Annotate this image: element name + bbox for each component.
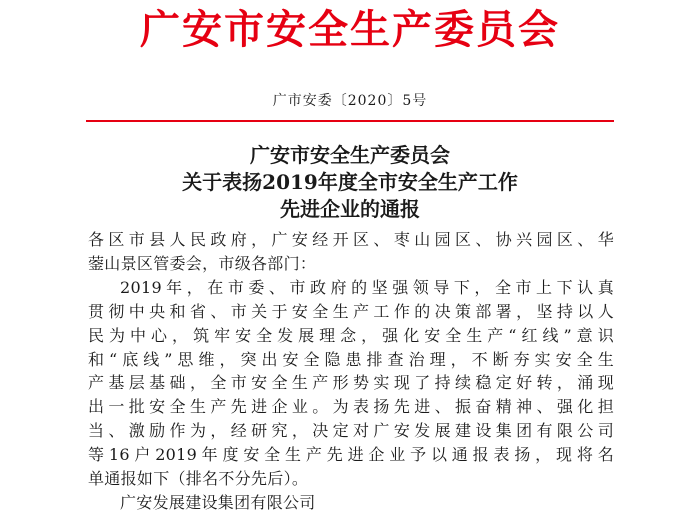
body-line: 单通报如下（排名不分先后）。 bbox=[88, 469, 309, 489]
notice-title-line: 广安市安全生产委员会 bbox=[250, 143, 450, 167]
body-line-recipients: 蓥山景区管委会，市级各部门： bbox=[88, 253, 317, 273]
notice-title-line: 关于表扬2019年度全市安全生产工作 bbox=[182, 170, 518, 194]
notice-body bbox=[88, 228, 614, 515]
notice-title bbox=[0, 142, 700, 223]
body-line: 和“底线”思维，突出安全隐患排查治理，不断夯实安全生 bbox=[88, 349, 614, 369]
body-line: 出一批安全生产先进企业。为表扬先进、振奋精神、强化担 bbox=[88, 397, 614, 417]
body-line-recipients: 各区市县人民政府，广安经开区、枣山园区、协兴园区、华 bbox=[88, 230, 614, 249]
company-list-item: 广安发展建设集团有限公司 bbox=[120, 492, 316, 512]
notice-title-line: 先进企业的通报 bbox=[280, 197, 420, 221]
issuing-authority-title: 广安市安全生产委员会 bbox=[140, 6, 560, 53]
body-line: 等16户2019年度安全生产先进企业予以通报表扬，现将名 bbox=[88, 445, 614, 465]
body-line: 民为中心，筑牢安全发展理念，强化安全生产“红线”意识 bbox=[88, 325, 614, 345]
body-line: 当、激励作为，经研究，决定对广安发展建设集团有限公司 bbox=[88, 421, 614, 441]
body-line: 贯彻中央和省、市关于安全生产工作的决策部署，坚持以人 bbox=[88, 301, 614, 321]
red-divider-line bbox=[86, 120, 614, 122]
body-line: 产基层基础，全市安全生产形势实现了持续稳定好转，涌现 bbox=[88, 373, 614, 393]
body-line: 2019年，在市委、市政府的坚强领导下，全市上下认真 bbox=[120, 277, 614, 297]
document-number: 广市安委〔2020〕5号 bbox=[272, 93, 428, 109]
